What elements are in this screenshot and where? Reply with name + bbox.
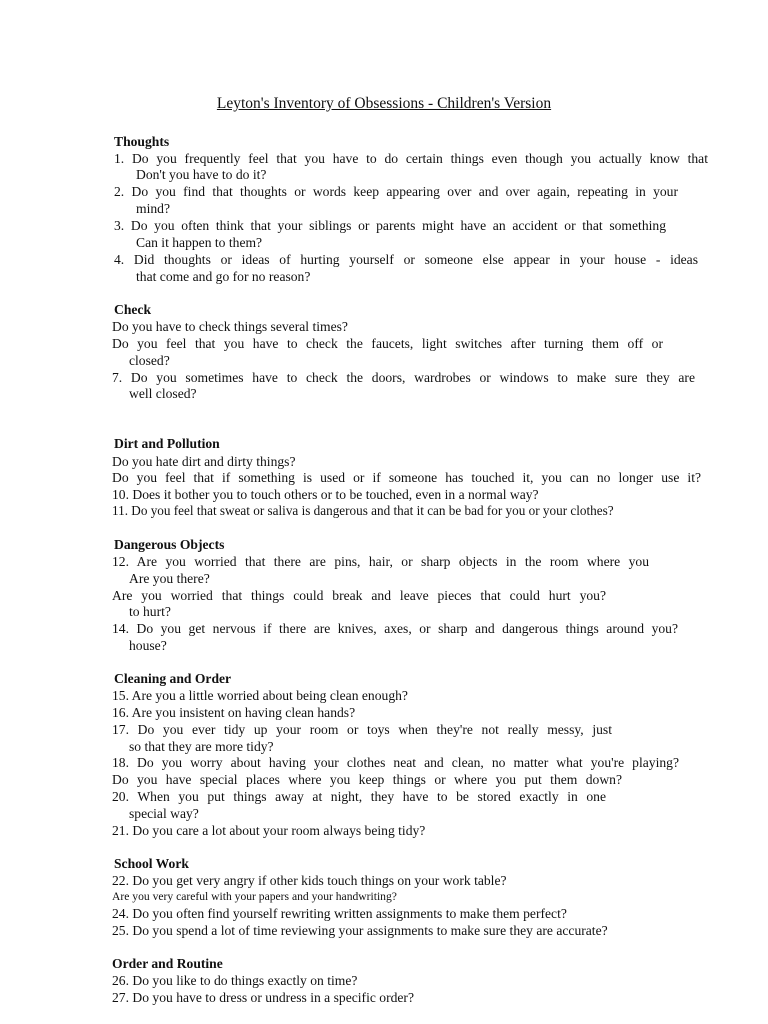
- question-line: 20. When you put things away at night, they have to be stored exactly in one: [112, 789, 606, 804]
- question-line: 25. Do you spend a lot of time reviewing your assignments to make sure they are accurate?: [112, 923, 608, 938]
- question-line: 26. Do you like to do things exactly on time?: [112, 973, 358, 988]
- question-line: Do you feel that if something is used or if someone has touched it, you can no longer use it?: [112, 470, 701, 485]
- section-heading-school-work: School Work: [114, 856, 189, 871]
- question-line: Are you there?: [129, 571, 210, 586]
- question-line: 17. Do you ever tidy up your room or toys when they're not really messy, just: [112, 722, 612, 737]
- question-line: 10. Does it bother you to touch others or to be touched, even in a normal way?: [112, 487, 539, 502]
- question-line: 12. Are you worried that there are pins, hair, or sharp objects in the room where you: [112, 554, 649, 569]
- section-heading-check: Check: [114, 302, 152, 317]
- question-line: Can it happen to them?: [136, 235, 263, 250]
- question-line: house?: [129, 638, 167, 653]
- question-line: that come and go for no reason?: [136, 269, 311, 284]
- question-line: Do you hate dirt and dirty things?: [112, 454, 296, 469]
- section-heading-dangerous-objects: Dangerous Objects: [114, 537, 225, 552]
- question-line: 14. Do you get nervous if there are knives, axes, or sharp and dangerous things around you?: [112, 621, 678, 636]
- question-line: well closed?: [129, 386, 197, 401]
- question-line: 1. Do you frequently feel that you have to do certain things even though you actually know that: [114, 151, 708, 166]
- question-line: 7. Do you sometimes have to check the doors, wardrobes or windows to make sure they are: [112, 370, 695, 385]
- section-heading-order-routine: Order and Routine: [112, 956, 223, 971]
- question-line: 27. Do you have to dress or undress in a specific order?: [112, 990, 414, 1005]
- question-line: 2. Do you find that thoughts or words keep appearing over and over again, repeating in your: [114, 184, 678, 199]
- question-line: Do you have special places where you keep things or where you put them down?: [112, 772, 622, 787]
- question-line: 21. Do you care a lot about your room always being tidy?: [112, 823, 426, 838]
- section-heading-cleaning: Cleaning and Order: [114, 671, 232, 686]
- question-line: mind?: [136, 201, 170, 216]
- question-line: 22. Do you get very angry if other kids touch things on your work table?: [112, 873, 507, 888]
- document-title: Leyton's Inventory of Obsessions - Children's Version: [216, 95, 552, 112]
- question-line: to hurt?: [129, 604, 171, 619]
- question-line: 16. Are you insistent on having clean hands?: [112, 705, 356, 720]
- question-line: Do you feel that you have to check the faucets, light switches after turning them off or: [112, 336, 663, 351]
- question-line: 18. Do you worry about having your clothes neat and clean, no matter what you're playing?: [112, 755, 679, 770]
- question-line: Don't you have to do it?: [136, 167, 267, 182]
- section-heading-dirt: Dirt and Pollution: [114, 436, 220, 451]
- question-line: 15. Are you a little worried about being clean enough?: [112, 688, 408, 703]
- question-line: 11. Do you feel that sweat or saliva is dangerous and that it can be bad for you or your clothes?: [112, 503, 614, 518]
- question-line: 4. Did thoughts or ideas of hurting yourself or someone else appear in your house - ideas: [114, 252, 698, 267]
- question-line: Are you very careful with your papers and your handwriting?: [112, 890, 397, 903]
- question-line: Are you worried that things could break and leave pieces that could hurt you?: [112, 588, 606, 603]
- question-line: 24. Do you often find yourself rewriting written assignments to make them perfect?: [112, 906, 567, 921]
- section-heading-thoughts: Thoughts: [114, 134, 170, 149]
- question-line: so that they are more tidy?: [129, 739, 274, 754]
- question-line: closed?: [129, 353, 170, 368]
- question-line: special way?: [129, 806, 199, 821]
- question-line: 3. Do you often think that your siblings or parents might have an accident or that something: [114, 218, 666, 233]
- question-line: Do you have to check things several times?: [112, 319, 348, 334]
